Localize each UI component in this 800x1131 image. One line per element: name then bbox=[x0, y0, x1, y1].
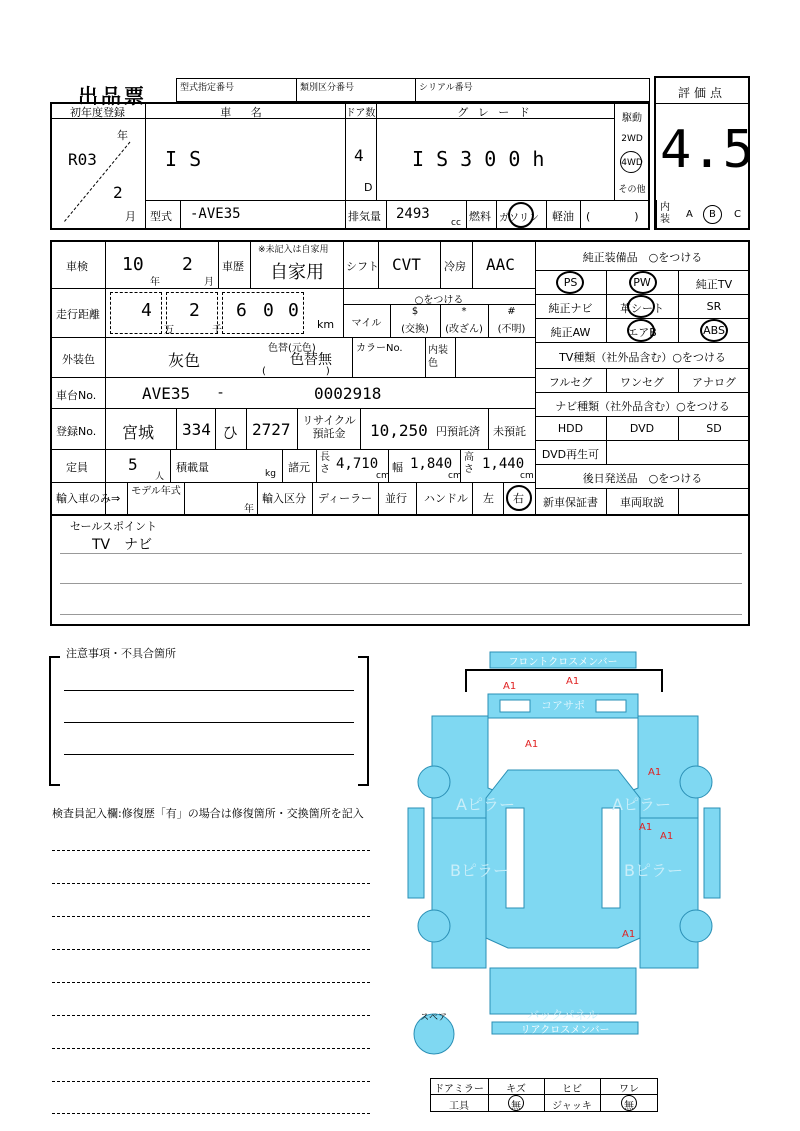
tv-analog[interactable]: アナログ bbox=[692, 376, 736, 389]
later-warranty[interactable]: 新車保証書 bbox=[543, 496, 598, 509]
exterior-color-label: 外装色 bbox=[62, 353, 95, 366]
mileage-digit-1: 4 bbox=[141, 300, 152, 321]
repaint-value: 色替無 bbox=[290, 352, 332, 368]
a-pillar-left: Aピラー bbox=[456, 795, 515, 814]
damage-mark-3: A1 bbox=[525, 739, 539, 750]
interior-a[interactable]: A bbox=[686, 209, 693, 220]
legend-jack-circle bbox=[621, 1095, 637, 1111]
damage-mark-5: A1 bbox=[639, 822, 653, 833]
legend-jack: ジャッキ bbox=[552, 1101, 592, 1112]
load-label: 積載量 bbox=[176, 461, 209, 474]
inspection-year: 10 bbox=[122, 254, 144, 275]
repaint-paren: ( ) bbox=[262, 366, 330, 377]
mileage-label: 走行距離 bbox=[56, 308, 100, 321]
grade-label: グ レ ー ド bbox=[457, 106, 533, 119]
light-oil[interactable]: 軽油 bbox=[552, 210, 574, 223]
recycle-unit[interactable]: 円預託済 bbox=[436, 425, 480, 438]
drive-2wd[interactable]: 2WD bbox=[621, 134, 643, 144]
a-pillar-right: Aピラー bbox=[612, 795, 671, 814]
height-value: 1,440 bbox=[482, 456, 525, 472]
height-cm: cm bbox=[520, 471, 534, 481]
equip-pw-circle bbox=[629, 271, 657, 294]
nav-dvd[interactable]: DVD bbox=[629, 422, 655, 435]
month-unit: 月 bbox=[125, 210, 136, 223]
mileage-circle-note: ○をつける bbox=[414, 295, 464, 306]
width-value: 1,840 bbox=[410, 456, 453, 472]
reg-number: 2727 bbox=[252, 420, 291, 439]
b-pillar-right: Bピラー bbox=[624, 861, 683, 880]
import-dealer[interactable]: ディーラー bbox=[318, 492, 373, 505]
model-designation-label: 型式指定番号 bbox=[180, 83, 235, 93]
mileage-sen: 千 bbox=[212, 325, 222, 336]
mileage-digit-5: 0 bbox=[288, 300, 299, 321]
sales-text: TV ナビ bbox=[92, 537, 153, 553]
mileage-exchange[interactable]: (交換) bbox=[401, 324, 429, 335]
equip-leather[interactable]: 革シート bbox=[620, 302, 664, 315]
damage-mark-4: A1 bbox=[648, 767, 662, 778]
legend-scratch: キズ bbox=[506, 1084, 526, 1095]
equip-sr[interactable]: SR bbox=[706, 300, 722, 313]
notes-bracket bbox=[48, 655, 370, 787]
equip-airbag[interactable]: エアB bbox=[627, 326, 657, 339]
mileage-man: 万 bbox=[164, 325, 174, 336]
car-name: I S bbox=[165, 147, 202, 171]
equip-abs-circle bbox=[700, 319, 728, 342]
equip-airbag-circle bbox=[627, 319, 655, 342]
mileage-exchange-sym: $ bbox=[411, 306, 419, 317]
equip-leather-circle bbox=[627, 295, 655, 318]
length-value: 4,710 bbox=[336, 456, 379, 472]
drive-4wd[interactable]: 4WD bbox=[621, 158, 643, 168]
capacity-persons-unit: 人 bbox=[155, 472, 165, 482]
recycle-unpaid[interactable]: 未預託 bbox=[493, 425, 526, 438]
nav-sd[interactable]: SD bbox=[706, 422, 722, 435]
model-year-label: モデル年式 bbox=[131, 486, 181, 497]
equip-ps-circle bbox=[556, 271, 584, 294]
handle-right-circle bbox=[506, 485, 532, 511]
width-label: 幅 bbox=[392, 461, 403, 474]
grade-value: I S 3 0 0 h bbox=[412, 147, 545, 171]
sales-label: セールスポイント bbox=[70, 520, 158, 533]
mileage-altered-sym: * bbox=[461, 306, 467, 317]
height-label: 高さ bbox=[464, 452, 474, 475]
equipment-title: 純正装備品 ○をつける bbox=[582, 251, 703, 264]
equip-abs[interactable]: ABS bbox=[703, 324, 725, 337]
length-label: 長さ bbox=[320, 452, 330, 475]
first-reg-month: 2 bbox=[113, 183, 123, 202]
spec-label: 諸元 bbox=[288, 461, 310, 474]
type-value: -AVE35 bbox=[190, 206, 241, 222]
color-no-label: カラーNo. bbox=[356, 343, 403, 354]
inspection-year-unit: 年 bbox=[150, 277, 160, 288]
rating-value: 4.5 bbox=[660, 120, 754, 180]
drive-label: 駆動 bbox=[622, 113, 642, 124]
inspection-label: 車検 bbox=[66, 260, 88, 273]
damage-mark-2: A1 bbox=[566, 676, 580, 687]
ac-value: AAC bbox=[486, 255, 515, 274]
recycle-value: 10,250 bbox=[370, 421, 428, 440]
reg-region: 宮城 bbox=[122, 423, 155, 442]
displacement-value: 2493 bbox=[396, 206, 430, 222]
handle-label: ハンドル bbox=[424, 492, 468, 505]
legend-tools-none: 無 bbox=[511, 1101, 521, 1112]
repaint-label: 色替(元色) bbox=[268, 343, 316, 354]
cc-unit: cc bbox=[451, 218, 461, 228]
damage-mark-1: A1 bbox=[503, 681, 517, 692]
rating-label: 評価点 bbox=[677, 86, 726, 100]
registration-label: 登録No. bbox=[56, 425, 97, 438]
exterior-color: 灰色 bbox=[168, 351, 201, 370]
category-label: 類別区分番号 bbox=[300, 83, 355, 93]
chassis-label: 車台No. bbox=[56, 389, 97, 402]
tv-oneseg[interactable]: ワンセグ bbox=[620, 376, 664, 389]
handle-left[interactable]: 左 bbox=[483, 492, 494, 505]
import-class-label: 輸入区分 bbox=[262, 492, 306, 505]
length-cm: cm bbox=[376, 471, 390, 481]
ac-label: 冷房 bbox=[444, 260, 466, 273]
mileage-digit-3: 6 bbox=[236, 300, 247, 321]
header-id-boxes bbox=[176, 78, 650, 102]
nav-title: ナビ種類（社外品含む）○をつける bbox=[555, 400, 730, 413]
type-label: 型式 bbox=[150, 210, 172, 223]
damage-mark-6: A1 bbox=[660, 831, 674, 842]
drive-other[interactable]: その他 bbox=[618, 185, 646, 195]
doors-label: ドア数 bbox=[345, 108, 376, 119]
chassis-prefix: AVE35 bbox=[142, 384, 191, 403]
equip-aw[interactable]: 純正AW bbox=[550, 326, 591, 339]
tv-title: TV種類（社外品含む）○をつける bbox=[559, 351, 726, 364]
later-manual[interactable]: 車両取説 bbox=[620, 496, 664, 509]
mileage-km: km bbox=[317, 318, 335, 331]
model-year-unit: 年 bbox=[244, 504, 254, 515]
inspection-month: 2 bbox=[182, 254, 193, 275]
load-kg: kg bbox=[265, 469, 276, 479]
b-pillar-left: Bピラー bbox=[450, 861, 509, 880]
capacity-label: 定員 bbox=[66, 461, 88, 474]
legend-crack: ヒビ bbox=[562, 1084, 582, 1095]
interior-b-circle bbox=[703, 205, 722, 224]
legend-jack-none: 無 bbox=[624, 1101, 634, 1112]
reg-class: 334 bbox=[182, 420, 211, 439]
equip-pw[interactable]: PW bbox=[633, 276, 651, 289]
fuel-label: 燃料 bbox=[469, 210, 491, 223]
spare-label: スペア bbox=[420, 1013, 448, 1023]
history-note: ※未記入は自家用 bbox=[258, 245, 329, 255]
tv-fullseg[interactable]: フルセグ bbox=[548, 376, 593, 389]
first-reg-year: R03 bbox=[68, 150, 97, 169]
shift-value: CVT bbox=[392, 255, 421, 274]
mileage-unknown[interactable]: (不明) bbox=[497, 324, 526, 335]
mileage-mile[interactable]: マイル bbox=[351, 318, 382, 329]
fuel-gasoline[interactable]: ガソリン bbox=[499, 213, 539, 224]
mileage-box-1 bbox=[110, 292, 162, 334]
chassis-dash: - bbox=[218, 385, 224, 401]
equip-nav[interactable]: 純正ナビ bbox=[548, 302, 593, 315]
car-name-label: 車 名 bbox=[220, 106, 270, 119]
page-title: 出品票 bbox=[78, 84, 147, 108]
displacement-label: 排気量 bbox=[348, 210, 381, 223]
legend-broken: ワレ bbox=[619, 1084, 639, 1095]
rear-member-label: リアクロスメンバー bbox=[520, 1025, 610, 1036]
chassis-number: 0002918 bbox=[314, 384, 382, 403]
mileage-altered[interactable]: (改ざん) bbox=[445, 324, 483, 335]
doors-value: 4 bbox=[354, 146, 364, 165]
history-value: 自家用 bbox=[270, 262, 324, 283]
equip-tv[interactable]: 純正TV bbox=[695, 278, 733, 291]
interior-c[interactable]: C bbox=[734, 209, 741, 220]
capacity-persons: 5 bbox=[128, 455, 138, 474]
later-title: 後日発送品 ○をつける bbox=[582, 472, 703, 485]
serial-label: シリアル番号 bbox=[419, 83, 473, 93]
interior-label: 内装 bbox=[660, 202, 670, 225]
legend-tools: 工具 bbox=[449, 1101, 469, 1112]
history-label: 車歴 bbox=[222, 260, 244, 273]
fuel-circle bbox=[508, 202, 534, 228]
interior-color-label: 内装色 bbox=[428, 345, 448, 369]
equip-ps[interactable]: PS bbox=[563, 276, 578, 289]
dvd-playback[interactable]: DVD再生可 bbox=[541, 448, 600, 461]
import-parallel[interactable]: 並行 bbox=[385, 492, 407, 505]
shift-label: シフト bbox=[346, 260, 379, 273]
front-member-label: フロントクロスメンバー bbox=[508, 657, 618, 668]
notes-title: 注意事項・不具合箇所 bbox=[66, 647, 176, 660]
width-cm: cm bbox=[448, 471, 462, 481]
mileage-unknown-sym: # bbox=[507, 306, 516, 317]
interior-b[interactable]: B bbox=[709, 209, 716, 220]
import-label: 輸入車のみ⇒ bbox=[56, 492, 121, 505]
inspection-month-unit: 月 bbox=[204, 277, 214, 288]
back-panel-label: バックパネル bbox=[527, 1008, 599, 1022]
core-support-label: コアサポ bbox=[541, 699, 585, 712]
legend-door-mirror: ドアミラー bbox=[434, 1084, 484, 1095]
fuel-other-paren: ( ) bbox=[586, 210, 639, 223]
drive-4wd-circle bbox=[620, 151, 642, 173]
legend-tools-circle bbox=[508, 1095, 524, 1111]
mileage-digit-4: 0 bbox=[263, 300, 274, 321]
handle-right[interactable]: 右 bbox=[513, 492, 524, 505]
doors-type: D bbox=[364, 181, 373, 194]
year-unit: 年 bbox=[117, 129, 128, 142]
reg-kana: ひ bbox=[222, 423, 239, 442]
mileage-digit-2: 2 bbox=[189, 300, 200, 321]
recycle-label: リサイクル預託金 bbox=[302, 414, 356, 440]
inspector-note: 検査員記入欄:修復歴「有」の場合は修復箇所・交換箇所を記入 bbox=[52, 807, 364, 820]
first-reg-label: 初年度登録 bbox=[70, 106, 125, 119]
nav-hdd[interactable]: HDD bbox=[557, 422, 584, 435]
damage-mark-7: A1 bbox=[622, 929, 636, 940]
